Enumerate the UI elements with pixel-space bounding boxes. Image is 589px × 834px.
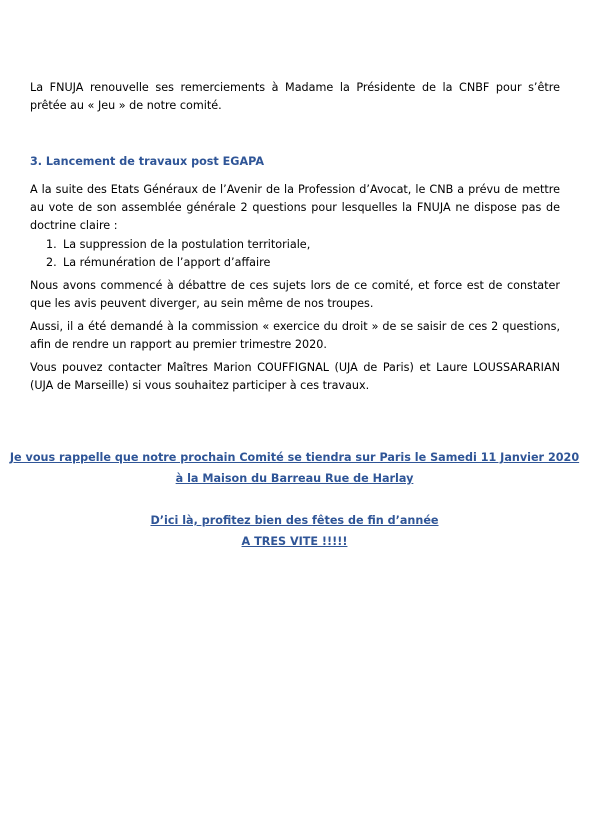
- questions-list: [46, 236, 310, 272]
- venue-text: à la Maison du Barreau Rue de Harlay: [175, 472, 414, 485]
- list-item-number: 2.: [46, 256, 57, 269]
- egapa-intro-paragraph: A la suite des Etats Généraux de l’Avenir de la Profession d’Avocat, le CNB a prévu de mettre au vote de son assemblée générale 2 questions pour lesquelles la FNUJA ne dispose pas de doctrine claire :: [30, 183, 560, 232]
- venue-line: [0, 470, 589, 488]
- next-committee-line: [0, 449, 589, 467]
- list-item: [46, 254, 310, 272]
- farewell-line: [0, 533, 589, 551]
- list-item: [46, 236, 310, 254]
- contact-paragraph: Vous pouvez contacter Maîtres Marion COUFFIGNAL (UJA de Paris) et Laure LOUSSARARIAN (UJA de Marseille) si vous souhaitez participer à ces travaux.: [30, 361, 560, 392]
- list-item-number: 1.: [46, 238, 57, 251]
- list-item-text: La suppression de la postulation territoriale,: [63, 238, 311, 251]
- commission-paragraph: Aussi, il a été demandé à la commission « exercice du droit » de se saisir de ces 2 questions, afin de rendre un rapport au premier trimestre 2020.: [30, 320, 560, 351]
- debate-paragraph: Nous avons commencé à débattre de ces sujets lors de ce comité, et force est de constater que les avis peuvent diverger, au sein même de nos troupes.: [30, 279, 560, 310]
- next-committee-text: Je vous rappelle que notre prochain Comité se tiendra sur Paris le Samedi 11 Janvier 2020: [9, 451, 580, 464]
- holidays-line: [0, 512, 589, 530]
- holidays-text: D’ici là, profitez bien des fêtes de fin d’année: [150, 514, 439, 527]
- farewell-text: A TRES VITE !!!!!: [241, 535, 348, 548]
- list-item-text: La rémunération de l’apport d’affaire: [63, 256, 271, 269]
- thanks-paragraph: La FNUJA renouvelle ses remerciements à Madame la Présidente de la CNBF pour s’être prêtée au « Jeu » de notre comité.: [30, 81, 560, 112]
- section-3-heading: 3. Lancement de travaux post EGAPA: [30, 155, 264, 168]
